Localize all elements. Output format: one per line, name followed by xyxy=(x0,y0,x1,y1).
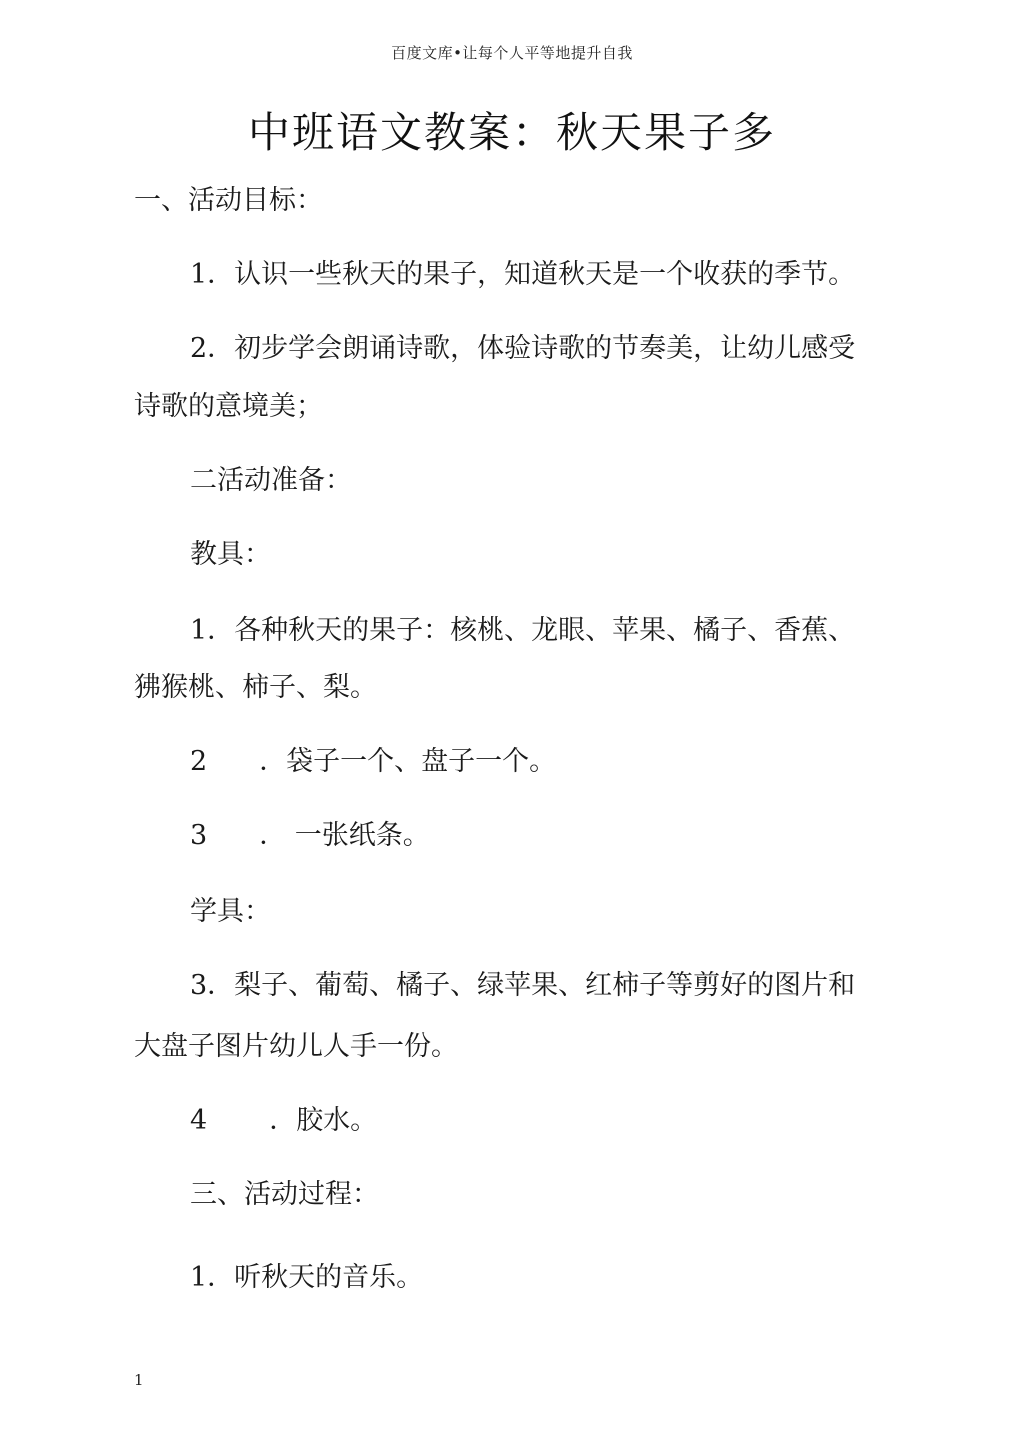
document-title: 中班语文教案：秋天果子多 xyxy=(247,108,776,157)
teaching-aid-item-2 xyxy=(190,744,556,780)
section-heading-process: 三、活动过程： xyxy=(190,1179,379,1210)
page-header: 百度文库•让每个人平等地提升自我 xyxy=(391,44,633,62)
teaching-aid-item-1: 1．各种秋天的果子：核桃、龙眼、苹果、橘子、香蕉、 xyxy=(190,615,856,646)
section-heading-objectives: 一、活动目标： xyxy=(134,185,323,216)
item-number: 2 xyxy=(190,746,208,777)
teaching-aid-item-1-continued: 狒猴桃、柿子、梨。 xyxy=(134,672,377,703)
item-text: ． 一张纸条。 xyxy=(259,820,430,851)
subheading-learning-aids: 学具： xyxy=(190,896,271,927)
objective-item-2-continued: 诗歌的意境美； xyxy=(134,391,323,422)
process-step-1: 1．听秋天的音乐。 xyxy=(190,1262,424,1293)
item-text: ．袋子一个、盘子一个。 xyxy=(259,746,557,777)
subheading-teaching-aids: 教具： xyxy=(190,539,271,570)
item-number: 3 xyxy=(190,820,208,851)
learning-aid-item-3: 3．梨子、葡萄、橘子、绿苹果、红柿子等剪好的图片和 xyxy=(190,970,856,1001)
teaching-aid-item-3 xyxy=(190,818,430,854)
objective-item-1: 1．认识一些秋天的果子，知道秋天是一个收获的季节。 xyxy=(190,259,856,290)
section-heading-preparation: 二活动准备： xyxy=(190,465,352,496)
item-text: ．胶水。 xyxy=(269,1105,378,1136)
objective-item-2: 2．初步学会朗诵诗歌，体验诗歌的节奏美，让幼儿感受 xyxy=(190,333,856,364)
page-number: 1 xyxy=(134,1371,144,1389)
learning-aid-item-4 xyxy=(190,1103,377,1139)
learning-aid-item-3-continued: 大盘子图片幼儿人手一份。 xyxy=(134,1031,458,1062)
item-number: 4 xyxy=(190,1105,208,1136)
